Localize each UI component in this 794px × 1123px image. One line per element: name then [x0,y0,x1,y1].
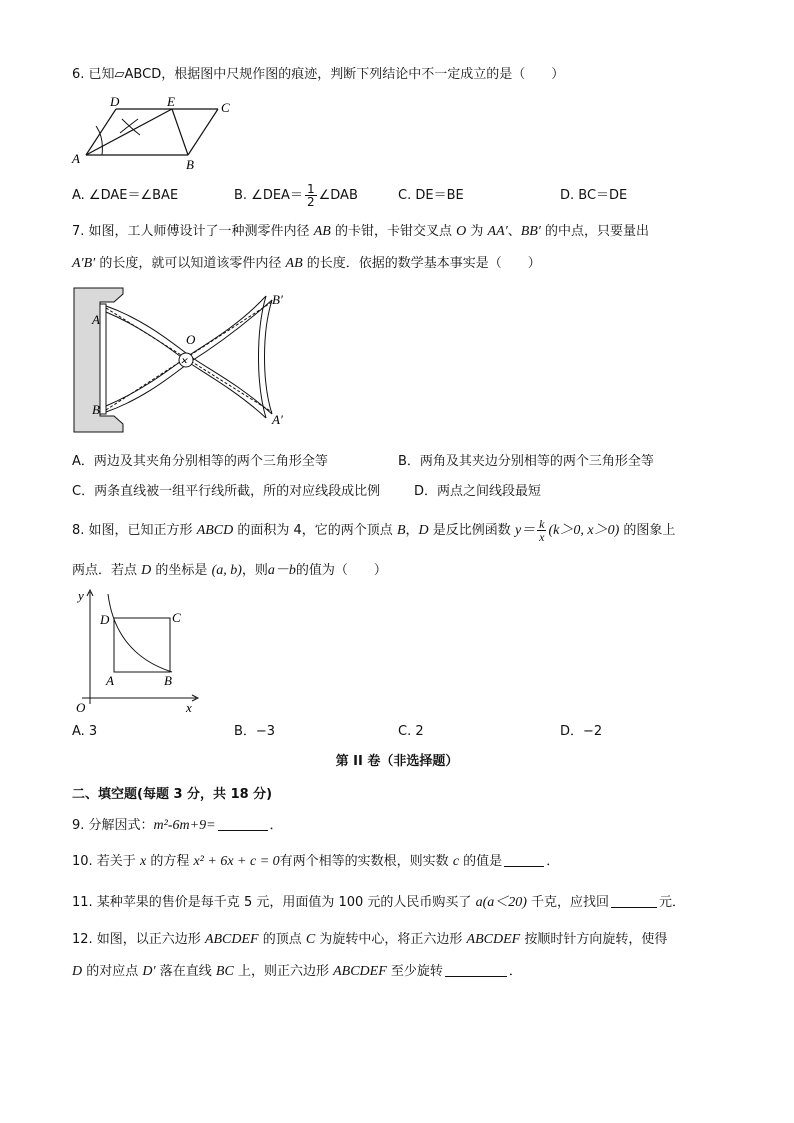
q6-label-e: E [167,95,175,109]
q12-stem-2c: 上，则正六边形 [237,964,329,979]
q12-stem-line1 [72,930,667,950]
q6-label-d: D [110,95,120,109]
q12-stem-2e: ． [508,964,522,979]
q12-stem-1d: 按顺时针方向旋转，使得 [524,932,668,947]
q12-hex3: ABCDEF [333,964,387,979]
q11-stem-a: 11. 某种苹果的售价是每千克 5 元，用面值为 100 元的人民币购买了 [72,895,472,910]
q7-right-curve-top [265,300,273,414]
q6-option-c: C. DE＝BE [398,188,464,203]
q7-aa: AA′ [487,224,508,239]
q7-stem-line1 [72,222,649,242]
q8-stem-2b: 的坐标是 [155,563,208,578]
q8-b: B [396,523,406,538]
q7-pivot-mark: ✕ [180,356,188,366]
q8-label-c: C [172,610,181,625]
q7-option-a: A．两边及其夹角分别相等的两个三角形全等 [72,454,328,469]
q12-c: C [305,932,316,947]
q8-stem-2a: 两点．若点 [72,563,138,578]
q7-bb: BB′ [520,224,541,239]
q7-label-b: B [92,402,100,417]
q6-side-cb [188,109,218,155]
q11-stem-b: 千克，应找回 [531,895,610,910]
q7-ab2: A′B′ [72,256,96,271]
q8-expr: a－b [267,563,296,578]
q6-segment-eb [172,109,188,155]
q8-hyperbola [108,594,172,672]
q12-stem-2d: 至少旋转 [390,964,443,979]
q12-stem-2b: 落在直线 [159,964,212,979]
q8-stem-line1 [72,516,675,546]
q7-sep: 、 [507,224,521,239]
q10-answer-blank[interactable] [504,852,544,867]
q7-stem-line2 [72,254,541,274]
q6-option-b-num: 1 [306,182,315,196]
q6-option-d: D. BC＝DE [560,188,628,203]
q8-label-x: x [186,700,192,715]
q12-dp: D′ [142,964,156,979]
q12-stem-1b: 的顶点 [262,932,302,947]
q12-bc: BC [215,964,234,979]
q7-stem-1a: 7. 如图，工人师傅设计了一种测零件内径 [72,224,310,239]
q11-expr: a(a＜20) [475,895,527,910]
q8-func-cond: (k＞0, x＞0) [548,523,620,538]
q9-answer-blank[interactable] [218,816,268,831]
q11-answer-blank[interactable] [611,893,657,908]
q10-eq: x² + 6x + c = 0 [193,854,280,869]
q7-label-o: O [186,332,196,347]
q10-stem-a: 10. 若关于 [72,854,136,869]
q8-comma: ， [405,523,419,538]
q10-stem-c: 有两个相等的实数根，则实数 [279,854,449,869]
q8-stem-1a: 8. 如图，已知正方形 [72,523,193,538]
q6-side-ad [86,109,116,155]
q7-label-bp: B′ [272,292,283,307]
q8-square [114,618,170,672]
q6-label-b: B [186,157,194,172]
q6-option-b [234,183,358,209]
q7-stem-2b: 的长度．依据的数学基本事实是（ ） [306,256,541,271]
q11-stem [72,893,685,913]
q7-o: O [456,224,467,239]
q10-x: x [139,854,147,869]
q8-coord: (a, b) [211,563,242,578]
q7-caliper-bar [100,304,106,414]
q7-ab: AB [313,224,331,239]
q6-option-b-post: ∠DAB [318,188,358,203]
q7-arm-2-inner [106,296,266,406]
q9-stem-b: ． [269,818,283,833]
q8-stem-1d: 的图象上 [623,523,676,538]
q12-stem-1a: 12. 如图，以正六边形 [72,932,201,947]
q12-d: D [72,964,83,979]
q10-stem-b: 的方程 [150,854,190,869]
q6-stem: 6. 已知▱ABCD，根据图中尺规作图的痕迹，判断下列结论中不一定成立的是（ ） [72,67,565,82]
q9-stem [72,816,283,836]
q8-label-a: A [106,673,114,688]
q12-hex2: ABCDEF [466,932,521,947]
q10-c: c [452,854,460,869]
q12-stem-2a: 的对应点 [86,964,139,979]
q8-stem-2c: ，则 [241,563,268,578]
q7-stem-2a: 的长度，就可以知道该零件内径 [99,256,282,271]
q12-stem-1c: 为旋转中心，将正六边形 [319,932,463,947]
q8-label-d: D [100,612,110,627]
q10-stem-e: ． [546,854,560,869]
q9-stem-a: 9. 分解因式： [72,818,154,833]
q8-label-y: y [78,588,84,603]
part2-title: 二、填空题(每题 3 分，共 18 分) [72,787,273,802]
q8-func-x: x [539,530,545,544]
q8-option-a: A. 3 [72,724,98,739]
q8-figure [72,586,212,716]
q8-stem-line2 [72,561,387,581]
q8-option-b: B．−3 [234,724,276,739]
q6-option-b-den: 2 [306,195,315,209]
q8-d: D [418,523,429,538]
q7-option-c: C．两条直线被一组平行线所截，所的对应线段成比例 [72,484,381,499]
q8-stem-1b: 的面积为 4，它的两个顶点 [237,523,393,538]
q7-stem-1d: 的中点，只要量出 [545,224,650,239]
q12-hex: ABCDEF [204,932,259,947]
q7-ab3: AB [285,256,303,271]
q7-label-a: A [92,312,100,327]
q8-option-c: C. 2 [398,724,424,739]
q9-expr: m²-6m+9= [153,818,216,833]
q11-stem-c: 元． [659,895,686,910]
q6-label-a: A [72,151,80,166]
section-title: 第 II 卷（非选择题） [335,754,459,769]
q7-stem-1b: 的卡钳，卡钳交叉点 [334,224,452,239]
q8-abcd: ABCD [196,523,234,538]
q6-option-b-frac [305,183,317,208]
q8-func-y: y＝ [514,523,536,538]
q12-stem-line2 [72,962,522,982]
q10-stem [72,852,559,872]
q7-figure [66,282,296,442]
q7-option-d: D．两点之间线段最短 [414,484,542,499]
q7-stem-1c: 为 [470,224,484,239]
q6-label-c: C [221,100,230,115]
q8-func-k: k [539,517,545,531]
q6-figure [66,95,246,175]
q8-label-o: O [76,700,86,715]
q6-option-a: A. ∠DAE＝∠BAE [72,188,179,203]
q12-answer-blank[interactable] [445,962,507,977]
q8-label-b: B [164,673,172,688]
q8-option-d: D．−2 [560,724,603,739]
q8-stem-1c: 是反比例函数 [432,523,511,538]
q7-label-ap: A′ [272,412,283,427]
q8-stem-2d: 的值为（ ） [295,563,387,578]
q10-stem-d: 的值是 [463,854,503,869]
q8-func-frac [537,518,546,543]
q8-d2: D [141,563,152,578]
q7-option-b: B．两角及其夹边分别相等的两个三角形全等 [398,454,654,469]
q6-option-b-pre: B. ∠DEA＝ [234,188,303,203]
